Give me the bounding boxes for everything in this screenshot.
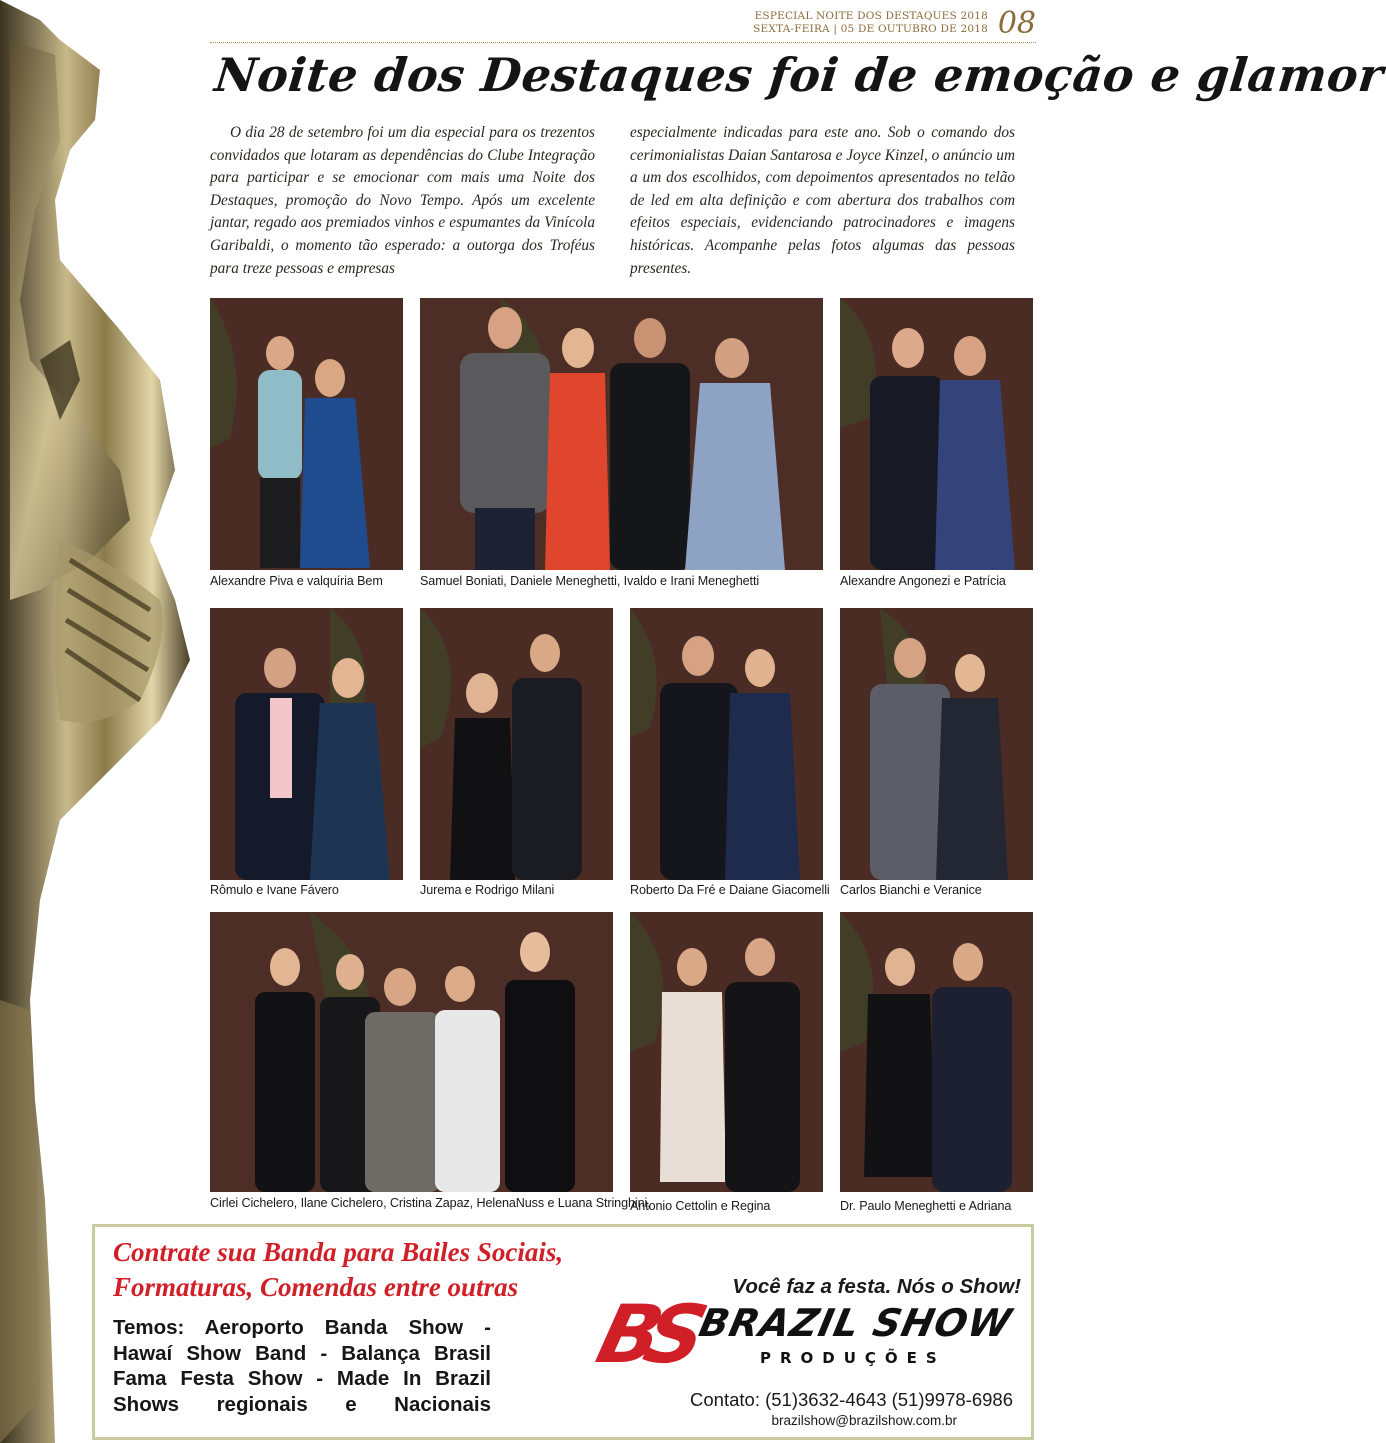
issue-date: SEXTA-FEIRA | 05 DE OUTUBRO DE 2018	[753, 23, 988, 35]
ad-list-line-1: Temos: Aeroporto Banda Show -	[113, 1316, 491, 1339]
ad-contact-phone: Contato: (51)3632-4643 (51)9978-6986	[690, 1389, 1013, 1410]
ad-list-line-2: Hawaí Show Band - Balança Brasil	[113, 1341, 491, 1365]
photo-10	[840, 912, 1033, 1192]
ad-headline-line-1: Contrate sua Banda para Bailes Sociais,	[113, 1237, 564, 1267]
photo-caption-2: Samuel Boniati, Daniele Meneghetti, Ivaldo e Irani Meneghetti	[420, 574, 760, 588]
ad-contact-email: brazilshow@brazilshow.com.br	[771, 1413, 957, 1428]
photo-caption-5: Jurema e Rodrigo Milani	[420, 883, 555, 897]
ad-slogan: Você faz a festa. Nós o Show!	[732, 1275, 1021, 1298]
photo-caption-8: Cirlei Cichelero, Ilane Cichelero, Cristina Zapaz, HelenaNuss e Luana Stringhini,	[210, 1196, 651, 1210]
logo-name: BRAZIL SHOW	[695, 1301, 1016, 1345]
photo-9	[630, 912, 823, 1192]
ad-headline	[113, 1235, 563, 1305]
article-text-left: O dia 28 de setembro foi um dia especial para os trezentos convidados que lotaram as dependências do Clube Integração para participar e se emocionar com mais uma Noite dos Destaques, promoção do Novo Tempo. Após um excelente jantar, regado aos premiados vinhos e espumantes da Vinícola Garibaldi, o momento tão esperado: a outorga dos Troféus para treze pessoas e empresas	[210, 124, 595, 277]
header-meta	[753, 10, 988, 36]
photo-8	[210, 912, 613, 1192]
section-label: ESPECIAL NOITE DOS DESTAQUES 2018	[754, 10, 988, 22]
photo-caption-9: Antonio Cettolin e Regina	[630, 1199, 771, 1213]
logo-initials: BS	[588, 1288, 703, 1381]
brazil-show-logo	[588, 1288, 1025, 1389]
ad-list-line-3: Fama Festa Show - Made In Brazil	[113, 1367, 491, 1390]
photo-1	[210, 298, 403, 570]
ad-headline-line-2: Formaturas, Comendas entre outras	[113, 1272, 519, 1302]
ad-list-line-4: Shows regionais e Nacionais	[113, 1392, 491, 1416]
photo-caption-1: Alexandre Piva e valquíria Bem	[210, 574, 383, 588]
page-number: 08	[997, 6, 1036, 41]
photo-caption-3: Alexandre Angonezi e Patrícia	[840, 574, 1006, 588]
photo-2	[420, 298, 823, 570]
photo-caption-4: Rômulo e Ivane Fávero	[210, 883, 339, 897]
photo-5	[420, 608, 613, 880]
photo-6	[630, 608, 823, 880]
brazil-show-advertisement	[92, 1224, 1034, 1440]
photo-caption-10: Dr. Paulo Meneghetti e Adriana	[840, 1199, 1012, 1213]
header-divider	[210, 42, 1036, 43]
photo-caption-6: Roberto Da Fré e Daiane Giacomelli	[630, 883, 830, 897]
article-text-right: especialmente indicadas para este ano. Sob o comando dos cerimonialistas Daian Santarosa e Joyce Kinzel, o anúncio um a um dos escolhidos, com depoimentos apresentados no telão de led em alta definição e com abertura dos trabalhos com efeitos especiais, evidenciando patrocinadores e imagens históricas. Acompanhe pelas fotos algumas das pessoas presentes.	[630, 124, 1015, 277]
photo-7	[840, 608, 1033, 880]
ad-band-list	[113, 1315, 491, 1417]
photo-3	[840, 298, 1033, 570]
logo-subtitle: PRODUÇÕES	[760, 1349, 946, 1367]
article-title: Noite dos Destaques foi de emoção e glamor	[212, 48, 1386, 102]
photo-4	[210, 608, 403, 880]
photo-caption-7: Carlos Bianchi e Veranice	[840, 883, 982, 897]
